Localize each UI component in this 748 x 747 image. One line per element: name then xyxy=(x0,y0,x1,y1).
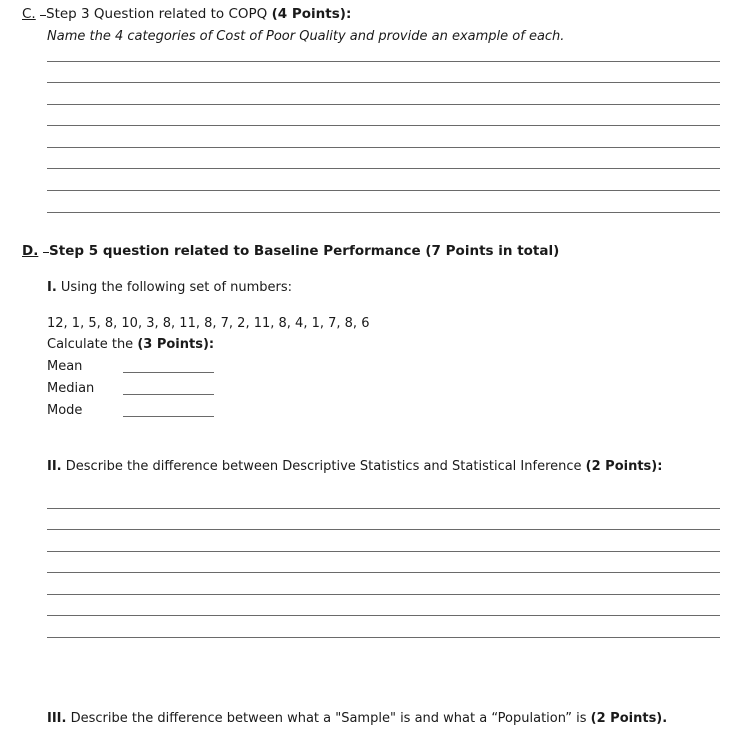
answer-line[interactable] xyxy=(47,82,720,83)
section-c-points: (4 Points): xyxy=(271,6,352,22)
section-d-letter: D. xyxy=(22,243,39,259)
answer-line[interactable] xyxy=(47,147,720,148)
mode-label: Mode xyxy=(47,403,83,418)
part-2-points: (2 Points): xyxy=(585,459,663,474)
answer-line[interactable] xyxy=(47,637,720,638)
part-2-number: II. xyxy=(47,459,62,474)
answer-line[interactable] xyxy=(47,615,720,616)
number-set: 12, 1, 5, 8, 10, 3, 8, 11, 8, 7, 2, 11, 8, 4, 1, 7, 8, 6 xyxy=(47,316,370,331)
answer-line[interactable] xyxy=(47,551,720,552)
answer-line[interactable] xyxy=(47,190,720,191)
mean-answer-blank[interactable] xyxy=(123,372,214,373)
part-2-prompt xyxy=(47,459,662,474)
part-2-text: Describe the difference between Descriptive Statistics and Statistical Inference xyxy=(65,459,582,474)
section-c-heading xyxy=(22,6,351,22)
mean-label: Mean xyxy=(47,359,83,374)
part-3-text: Describe the difference between what a "Sample" is and what a “Population” is xyxy=(70,711,587,726)
calculate-points: (3 Points): xyxy=(137,337,215,352)
answer-line[interactable] xyxy=(47,61,720,62)
section-c-title: Step 3 Question related to COPQ xyxy=(46,6,268,22)
section-c-prompt: Name the 4 categories of Cost of Poor Quality and provide an example of each. xyxy=(47,29,565,44)
median-label: Median xyxy=(47,381,95,396)
calculate-text: Calculate the xyxy=(47,337,134,352)
calculate-prompt xyxy=(47,337,214,352)
answer-line[interactable] xyxy=(47,104,720,105)
answer-line[interactable] xyxy=(47,529,720,530)
section-c-letter: C. xyxy=(22,6,36,22)
answer-line[interactable] xyxy=(47,508,720,509)
part-1-text: Using the following set of numbers: xyxy=(60,280,293,295)
answer-line[interactable] xyxy=(47,168,720,169)
part-1-number: I. xyxy=(47,280,57,295)
answer-line[interactable] xyxy=(47,594,720,595)
part-3-prompt xyxy=(47,711,667,726)
part-3-number: III. xyxy=(47,711,67,726)
answer-line[interactable] xyxy=(47,212,720,213)
answer-line[interactable] xyxy=(47,125,720,126)
part-3-points: (2 Points). xyxy=(590,711,668,726)
answer-line[interactable] xyxy=(47,572,720,573)
median-answer-blank[interactable] xyxy=(123,394,214,395)
section-d-title: Step 5 question related to Baseline Performance (7 Points in total) xyxy=(49,243,560,259)
section-d-heading xyxy=(22,243,559,259)
mode-answer-blank[interactable] xyxy=(123,416,214,417)
part-1-prompt xyxy=(47,280,292,295)
